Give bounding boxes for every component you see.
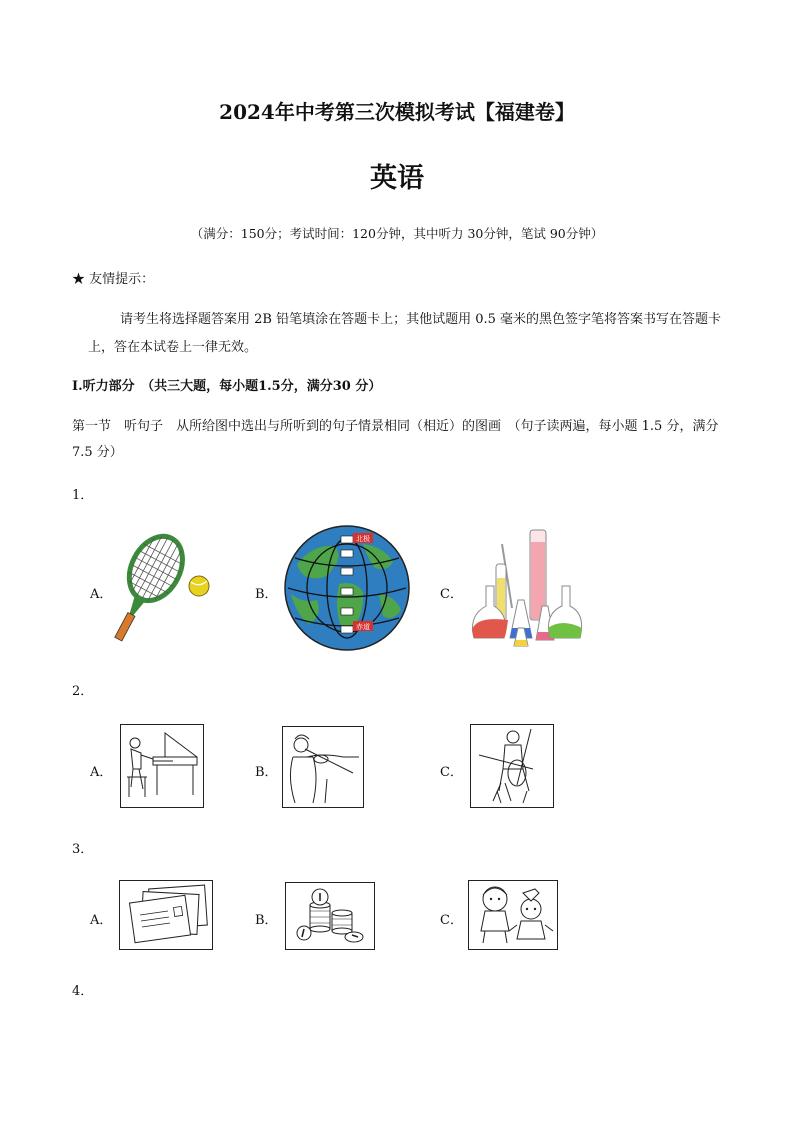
section-title: I.听力部分 （共三大题，每小题1.5分，满分30 分） bbox=[72, 379, 382, 394]
tips-body: 请考生将选择题答案用 2B 铅笔填涂在答题卡上；其他试题用 0.5 毫米的黑色签字笔将答案书写在答题卡上，答在本试卷上一律无效。 bbox=[88, 312, 722, 355]
option-label: C． bbox=[440, 913, 463, 928]
option-label: C． bbox=[440, 765, 463, 780]
dolls-icon bbox=[468, 880, 558, 950]
question-number: 4． bbox=[72, 984, 94, 999]
coins-icon bbox=[285, 882, 375, 950]
violin-player-icon bbox=[282, 726, 364, 808]
exam-title: 2024年中考第三次模拟考试【福建卷】 bbox=[219, 100, 575, 124]
subject-title: 英语 bbox=[370, 163, 424, 194]
option-label: B． bbox=[255, 587, 278, 602]
option-label: C． bbox=[440, 587, 463, 602]
exam-info: （满分：150分；考试时间：120分钟，其中听力 30分钟，笔试 90分钟） bbox=[190, 226, 604, 241]
option-label: A． bbox=[90, 765, 113, 780]
tennis-racket-icon bbox=[112, 528, 216, 652]
option-label: B． bbox=[255, 765, 278, 780]
globe-tag: 北极 bbox=[356, 535, 370, 543]
postcards-icon bbox=[119, 880, 213, 950]
option-label: A． bbox=[90, 587, 113, 602]
question-number: 1． bbox=[72, 488, 94, 503]
question-number: 2． bbox=[72, 684, 94, 699]
lab-flasks-icon bbox=[466, 528, 584, 652]
globe-tag: 赤道 bbox=[356, 623, 370, 631]
part1-instructions: 第一节 听句子 从所给图中选出与所听到的句子情景相同（相近）的图画 （句子读两遍，每小题 1.5 分，满分 7.5 分） bbox=[72, 419, 719, 460]
option-label: B． bbox=[255, 913, 278, 928]
option-label: A． bbox=[90, 913, 113, 928]
cello-player-icon bbox=[470, 724, 554, 808]
globe-icon bbox=[283, 524, 411, 652]
piano-player-icon bbox=[120, 724, 204, 808]
question-number: 3． bbox=[72, 842, 94, 857]
tips-heading: ★ 友情提示： bbox=[72, 272, 155, 287]
